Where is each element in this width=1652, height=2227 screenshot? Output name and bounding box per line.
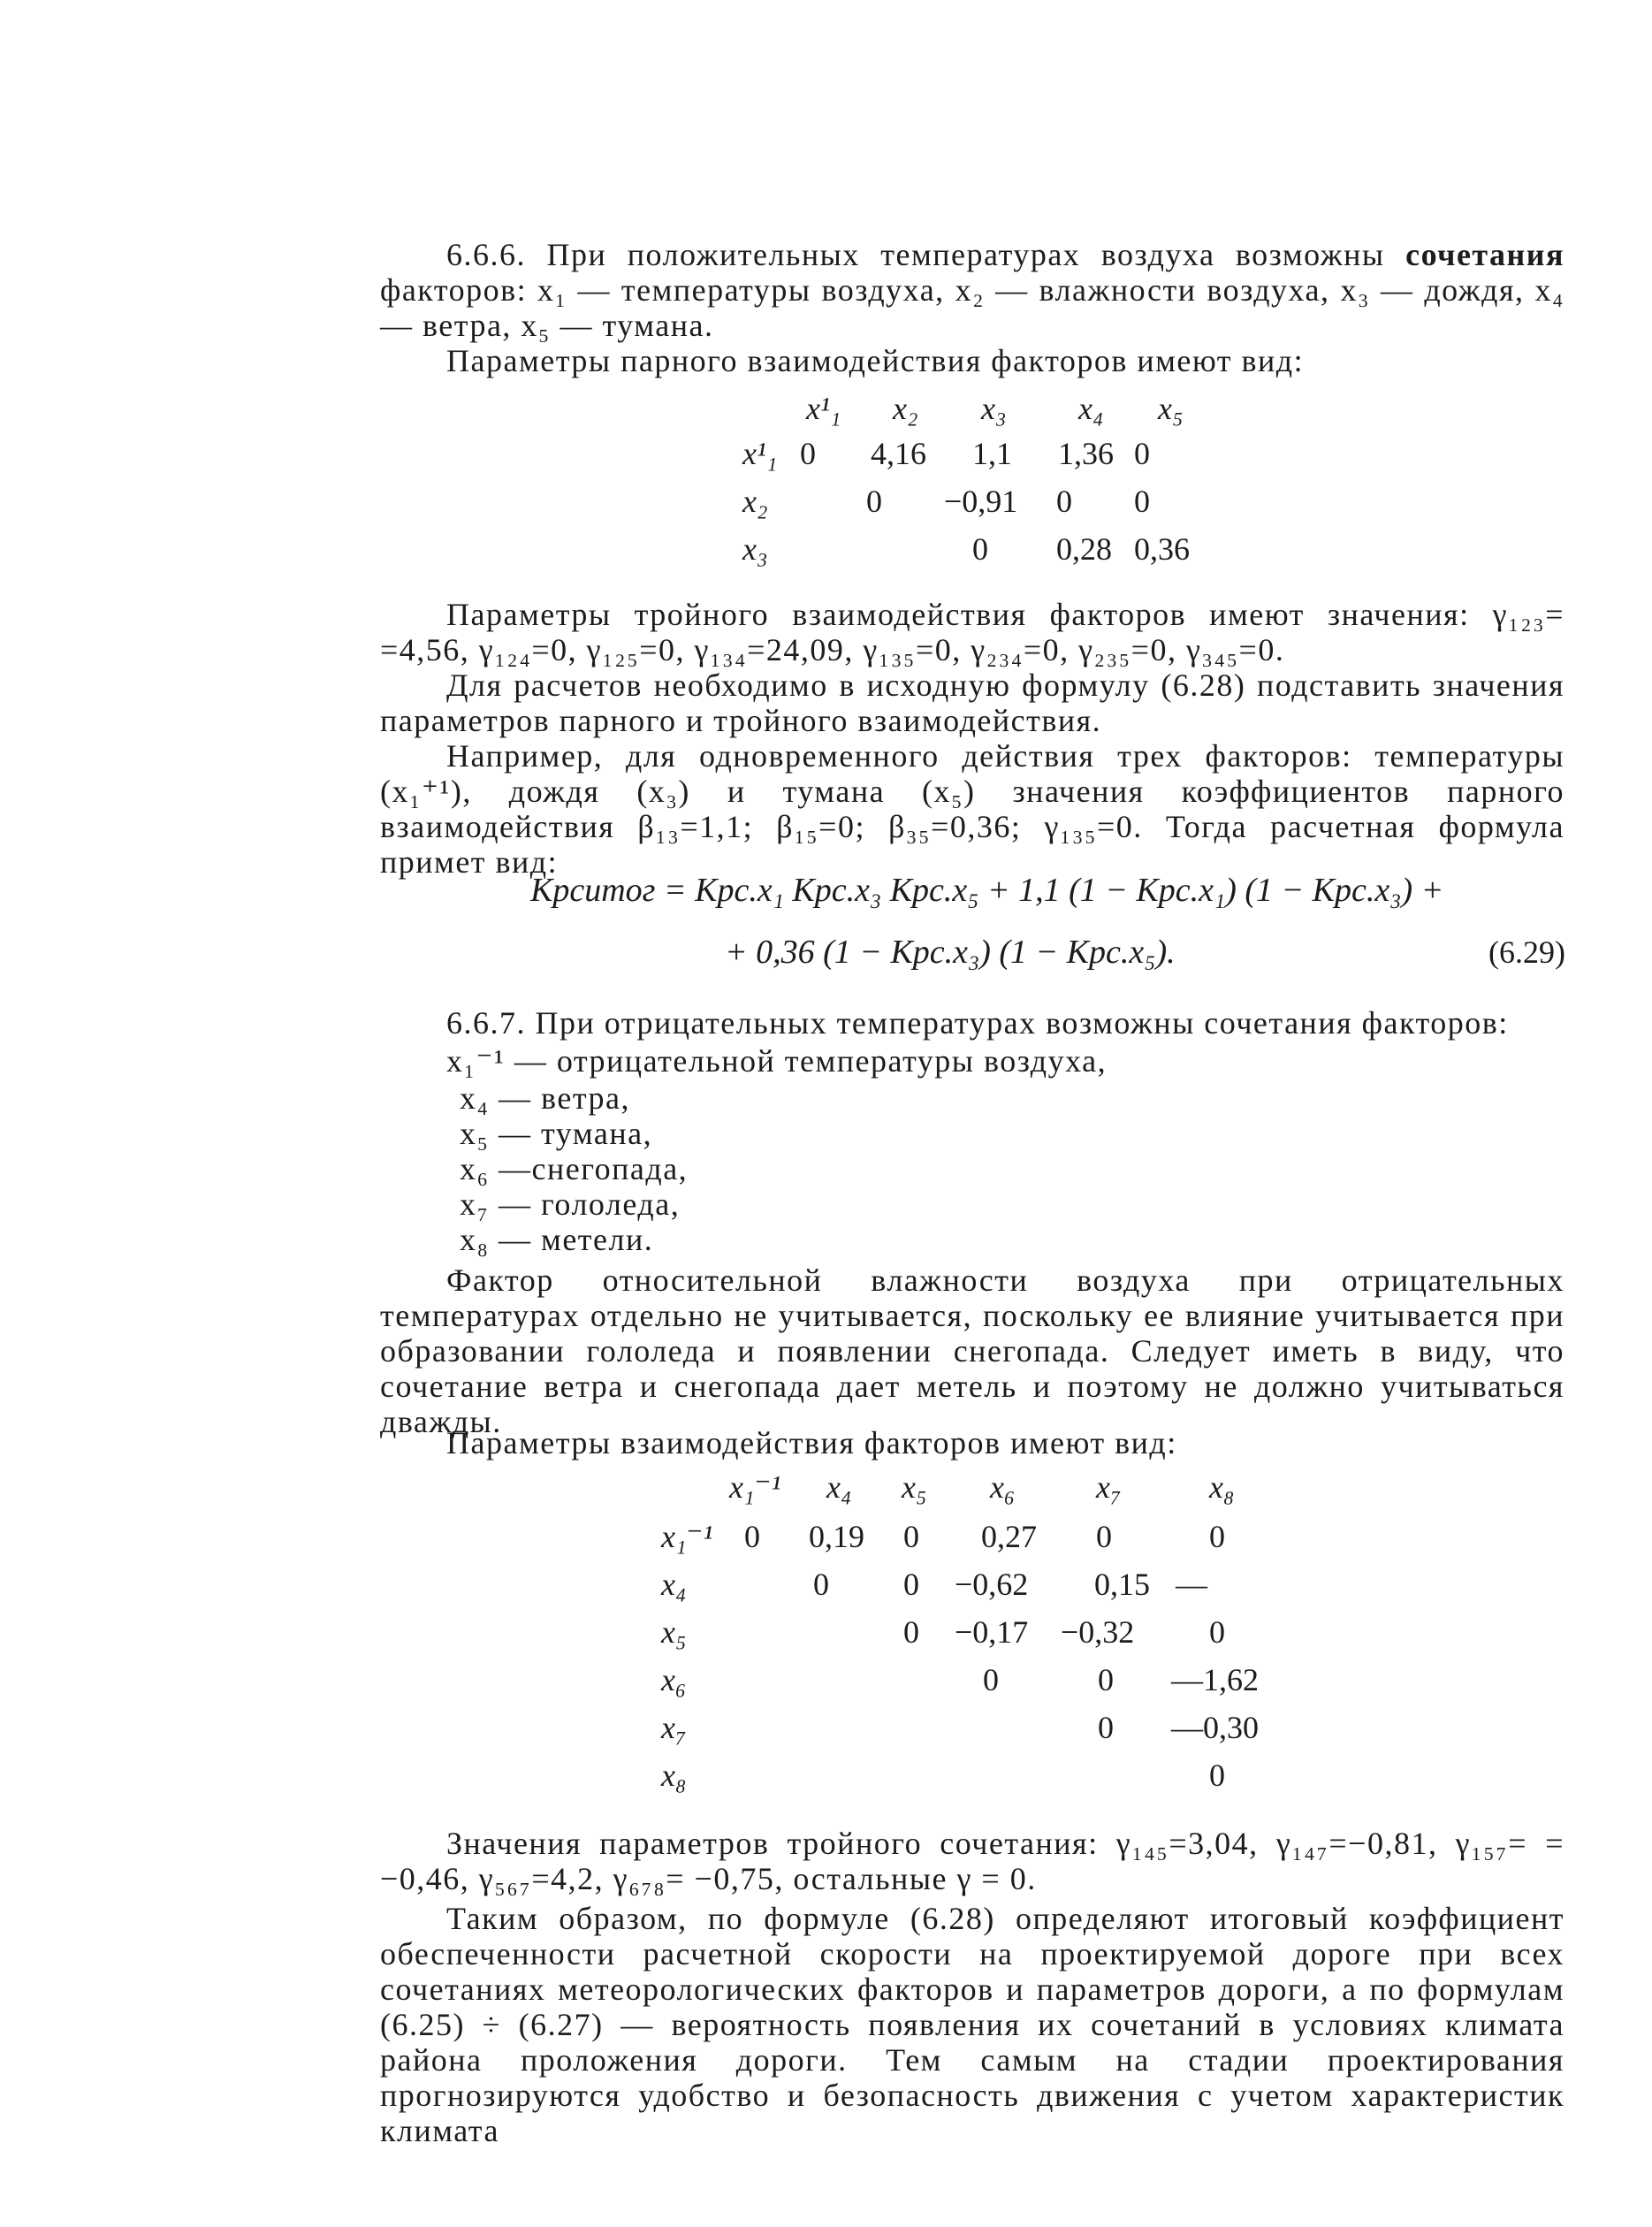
factor-item: x₈ — метели.	[460, 1222, 654, 1257]
intro-text-b: факторов: x₁ — температуры воздуха, x₂ — влажности воздуха, x₃ — дождя, x₄ — ветра, x₅ — тумана.	[380, 272, 1564, 343]
table2-cell: —1,62	[1171, 1662, 1259, 1697]
factor-item: x₁⁻¹ — отрицательной температуры воздуха,	[446, 1043, 1108, 1079]
table2-row-label-4: x₇	[661, 1710, 687, 1745]
table1-cell: 0	[866, 484, 882, 519]
factor-item: x₇ — гололеда,	[460, 1186, 681, 1222]
paragraph-triple-values: Значения параметров тройного сочетания: γ₁₄₅=3,04, γ₁₄₇=−0,81, γ₁₅₇= = −0,46, γ₅₆₇=4,2, γ₆₇₈= −0,75, остальные γ = 0.	[380, 1826, 1564, 1896]
table2-header-5: x₈	[1209, 1469, 1235, 1505]
paragraph-conclusion: Таким образом, по формуле (6.28) определяют итоговый коэффициент обеспеченности расчетной скорости на проектируемой дороге при всех сочетаниях метеорологических факторов и параметров дороги, а по формулам (6.25) ÷ (6.27) — вероятность появления их сочетаний в условиях климата района проложения дороги. Тем самым на стадии проектирования прогнозируются удобство и безопасность движения с учетом характеристик климата	[380, 1901, 1564, 2148]
table2-cell: −0,62	[955, 1567, 1029, 1602]
table2-cell: 0	[1098, 1662, 1114, 1697]
table2-cell: 0,27	[981, 1519, 1037, 1554]
factor-item: x₄ — ветра,	[460, 1080, 630, 1116]
table2-cell: 0	[1209, 1758, 1225, 1793]
table2-cell: 0	[903, 1614, 919, 1650]
table1-cell: 0	[1056, 484, 1072, 519]
table2-cell: 0,15	[1094, 1567, 1150, 1602]
table2-cell: 0	[1096, 1519, 1112, 1554]
table1-cell: 0	[1134, 484, 1150, 519]
table2-cell: 0	[744, 1519, 760, 1554]
table2-cell: 0	[1209, 1614, 1225, 1650]
formula-6-29-line1: Kрситог = Kрс.x₁ Kрс.x₃ Kрс.x₅ + 1,1 (1 − Kрс.x₁) (1 − Kрс.x₃) +	[530, 872, 1444, 909]
section-667-text: При отрицательных температурах возможны сочетания факторов:	[535, 1005, 1509, 1041]
table1-cell: 0	[972, 531, 988, 567]
table2-cell: 0	[813, 1567, 829, 1602]
table1-header-1: x₂	[893, 391, 918, 426]
table1-cell: 0,28	[1056, 531, 1112, 567]
table1-header-3: x₄	[1078, 391, 1104, 426]
table2-cell: —	[1176, 1567, 1207, 1602]
table2-header-2: x₅	[902, 1469, 927, 1505]
table2-header-1: x₄	[826, 1469, 852, 1505]
table1-cell: 0	[1134, 436, 1150, 471]
table1-cell: 1,36	[1058, 436, 1114, 471]
table2-row-label-0: x₁⁻¹	[661, 1519, 713, 1554]
paragraph-params-intro-2: Параметры взаимодействия факторов имеют вид:	[446, 1425, 1177, 1461]
table2-row-label-2: x₅	[661, 1614, 687, 1650]
table2-cell: −0,32	[1061, 1614, 1135, 1650]
formula-6-29-line2: + 0,36 (1 − Kрс.x₃) (1 − Kрс.x₅).	[725, 934, 1176, 971]
table2-cell: —0,30	[1171, 1710, 1259, 1745]
paragraph-667-intro	[380, 1005, 1564, 1041]
intro-text-a: При положительных температурах воздуха возможны	[546, 237, 1385, 272]
table2-header-4: x₇	[1096, 1469, 1122, 1505]
table1-row-label-2: x₃	[742, 531, 768, 567]
table1-header-2: x₃	[981, 391, 1007, 426]
table2-header-3: x₆	[990, 1469, 1016, 1505]
intro-bold-word: сочетания	[1405, 237, 1565, 272]
table1-cell: 0,36	[1134, 531, 1190, 567]
table2-header-0: x₁⁻¹	[729, 1469, 781, 1505]
paragraph-calc-note: Для расчетов необходимо в исходную формулу (6.28) подставить значения параметров парного и тройного взаимодействия.	[380, 667, 1564, 738]
table2-row-label-5: x₈	[661, 1758, 687, 1793]
table2-cell: 0	[1209, 1519, 1225, 1554]
table2-row-label-1: x₄	[661, 1567, 687, 1602]
table2-row-label-3: x₆	[661, 1662, 687, 1697]
table1-row-label-0: x¹₁	[742, 436, 778, 471]
table2-cell: 0	[1098, 1710, 1114, 1745]
table1-header-0: x¹₁	[806, 391, 841, 426]
factor-item: x₅ — тумана,	[460, 1116, 653, 1151]
formula-number: (6.29)	[1488, 934, 1565, 970]
table1-row-label-1: x₂	[742, 484, 768, 519]
table1-cell: 1,1	[972, 436, 1012, 471]
factor-item: x₆ —снегопада,	[460, 1151, 689, 1186]
paragraph-humidity-note: Фактор относительной влажности воздуха при отрицательных температурах отдельно не учитывается, поскольку ее влияние учитывается при образовании гололеда и появлении снегопада. Следует иметь в виду, что сочетание ветра и снегопада дает метель и поэтому не должно учитываться дважды.	[380, 1262, 1564, 1439]
table1-cell: 0	[800, 436, 816, 471]
table1-header-4: x₅	[1158, 391, 1184, 426]
table1-cell: −0,91	[944, 484, 1018, 519]
section-number-666: 6.6.6.	[446, 237, 526, 272]
table1-cell: 4,16	[871, 436, 926, 471]
table2-cell: −0,17	[955, 1614, 1029, 1650]
paragraph-example: Например, для одновременного действия трех факторов: температуры (x₁⁺¹), дождя (x₃) и тумана (x₅) значения коэффициентов парного взаимодействия β₁₃=1,1; β₁₅=0; β₃₅=0,36; γ₁₃₅=0. Тогда расчетная формула примет вид:	[380, 738, 1564, 880]
paragraph-pair-params-intro: Параметры парного взаимодействия факторов имеют вид:	[446, 343, 1305, 378]
table2-cell: 0	[903, 1567, 919, 1602]
paragraph-666-intro	[380, 237, 1564, 343]
table2-cell: 0	[983, 1662, 999, 1697]
table2-cell: 0	[903, 1519, 919, 1554]
paragraph-triple-params: Параметры тройного взаимодействия факторов имеют значения: γ₁₂₃= =4,56, γ₁₂₄=0, γ₁₂₅=0, γ₁₃₄=24,09, γ₁₃₅=0, γ₂₃₄=0, γ₂₃₅=0, γ₃₄₅=0.	[380, 597, 1564, 667]
section-number-667: 6.6.7.	[446, 1005, 526, 1041]
table2-cell: 0,19	[809, 1519, 864, 1554]
